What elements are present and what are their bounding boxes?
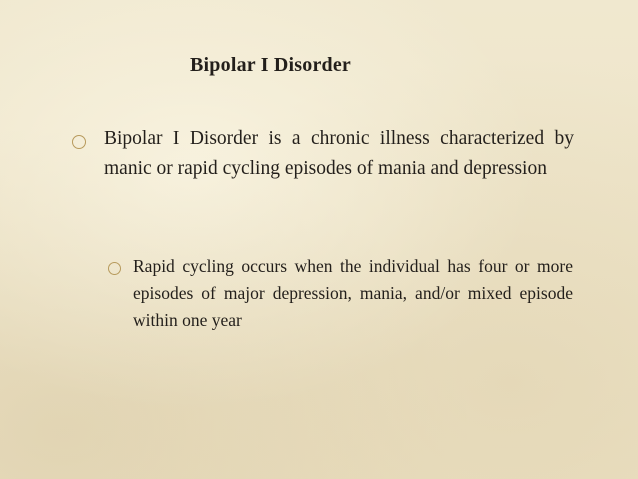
bullet-item-level-2: Rapid cycling occurs when the individual has four or more episodes of major depression, mania, and/or mixed episode within one year [133,256,573,330]
bullet-item-level-1: Bipolar I Disorder is a chronic illness characterized by manic or rapid cycling episodes of mania and depression [104,128,574,179]
slide-title: Bipolar I Disorder [190,54,352,76]
hollow-circle-bullet-icon [72,135,86,149]
hollow-circle-bullet-icon [108,262,121,275]
